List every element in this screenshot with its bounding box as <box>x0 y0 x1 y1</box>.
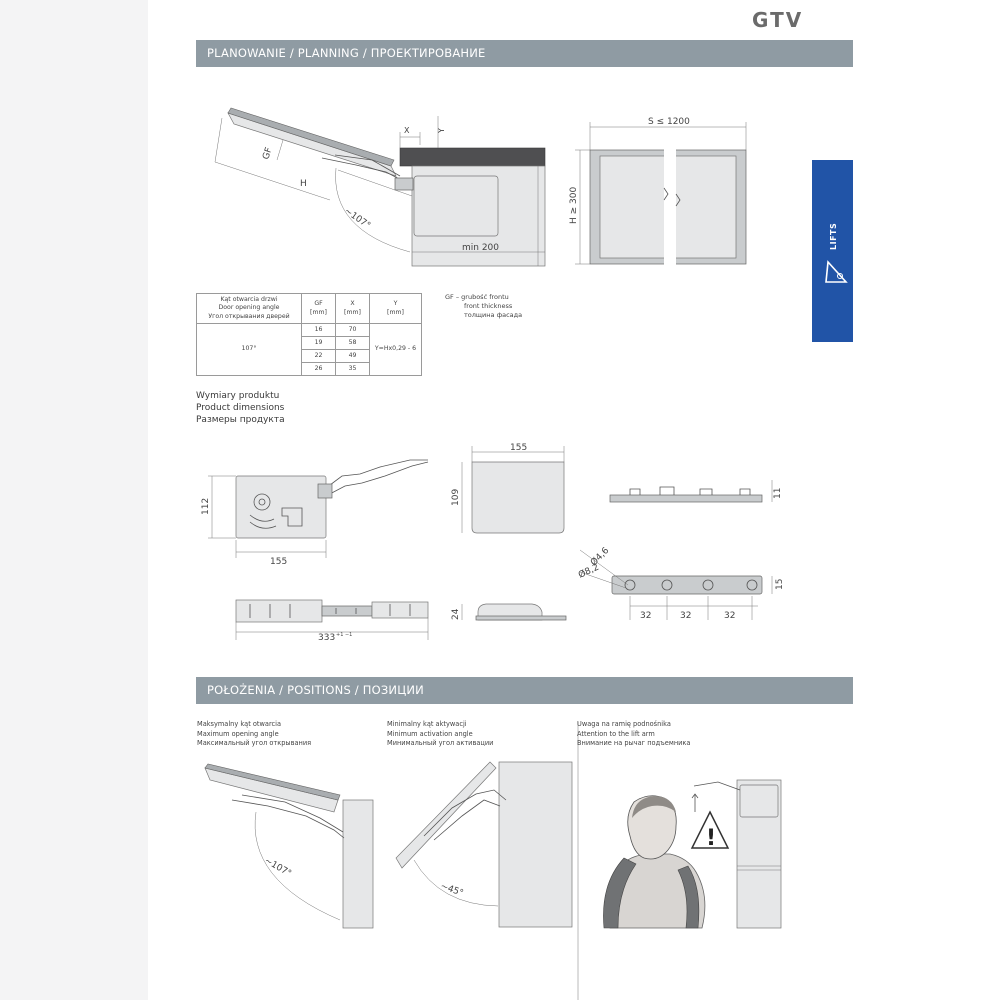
lift-angle-icon <box>826 262 846 282</box>
table-header-angle-en: Door opening angle <box>218 304 280 312</box>
table-gf-value: 16 <box>302 324 336 337</box>
table-gf-value: 19 <box>302 337 336 350</box>
table-header-x-unit: [mm] <box>344 308 361 316</box>
position-min-angle <box>396 762 572 927</box>
dim-155-cover: 155 <box>510 443 528 453</box>
dim-h-300: H ≥ 300 <box>569 186 579 224</box>
position-attention-warning <box>578 722 781 1000</box>
caption-max-angle <box>197 720 311 749</box>
position-max-angle <box>205 764 373 928</box>
caption-line: Maximum opening angle <box>197 729 279 738</box>
caption-line: Minimalny kąt aktywacji <box>387 720 467 728</box>
table-header-gf-unit: [mm] <box>310 308 327 316</box>
caption-line: Uwaga na ramię podnośnika <box>577 720 671 728</box>
product-mounting-plate <box>577 545 785 621</box>
table-angle-value: 107° <box>197 324 302 376</box>
caption-line: Внимание на рычаг подъемника <box>577 739 691 747</box>
dim-y: Y <box>437 128 446 133</box>
table-y-formula: Y=Hx0,29 - 6 <box>370 324 422 376</box>
gf-note-ru: толщина фасада <box>464 311 523 320</box>
dim-109: 109 <box>451 488 461 506</box>
warning-symbol: ! <box>706 826 717 851</box>
gf-note <box>445 293 522 320</box>
table-x-value: 35 <box>336 363 370 376</box>
dim-32-third: 32 <box>724 611 736 621</box>
table-gf-value: 22 <box>302 350 336 363</box>
caption-line: Минимальный угол активации <box>387 739 494 747</box>
table-header-y-unit: [mm] <box>387 308 404 316</box>
table-header-x: X <box>350 300 355 308</box>
table-gf-value: 26 <box>302 363 336 376</box>
caption-line: Maksymalny kąt otwarcia <box>197 720 282 728</box>
table-row <box>197 324 422 337</box>
dim-angle-107: ~107° <box>342 206 372 232</box>
caption-line: Максимальный угол открывания <box>197 739 312 747</box>
planning-front-view <box>569 117 746 266</box>
dim-32-first: 32 <box>640 611 652 621</box>
dim-min-200: min 200 <box>462 243 500 253</box>
positions-section-header: POŁOŻENIA / POSITIONS / ПОЗИЦИИ <box>196 677 853 704</box>
dim-333: 333 <box>318 633 336 643</box>
product-side-view <box>201 460 428 567</box>
dim-24: 24 <box>451 608 461 620</box>
table-x-value: 70 <box>336 324 370 337</box>
table-header-y: Y <box>393 300 398 308</box>
caption-attention <box>577 720 690 749</box>
planning-side-view <box>215 108 545 266</box>
opening-spec-table <box>196 293 422 376</box>
min-angle-label: ~45° <box>438 881 465 899</box>
dim-x: X <box>404 126 410 135</box>
caption-line: Attention to the lift arm <box>577 729 655 738</box>
dim-15: 15 <box>775 578 785 590</box>
table-header-angle-pl: Kąt otwarcia drzwi <box>220 295 278 303</box>
gf-note-en: front thickness <box>464 302 513 311</box>
planning-section-header: PLANOWANIE / PLANNING / ПРОЕКТИРОВАНИЕ <box>196 40 853 67</box>
product-dimensions-title <box>196 390 285 426</box>
product-bottom-view <box>236 600 428 643</box>
product-cover <box>451 443 564 533</box>
product-dimensions-en: Product dimensions <box>196 403 285 413</box>
table-x-value: 58 <box>336 337 370 350</box>
product-dimensions-ru: Размеры продукта <box>196 415 285 425</box>
product-cover-profile <box>451 604 566 620</box>
dim-h: H <box>300 179 307 189</box>
person-illustration <box>603 796 704 928</box>
gf-note-pl: GF – grubość frontu <box>445 293 509 301</box>
dim-d82: Ø8,2 <box>577 562 601 581</box>
gtv-logo: GTV <box>752 8 804 32</box>
dim-d46: Ø4,6 <box>589 545 612 569</box>
dim-333-tolerance: +1 −1 <box>336 632 353 638</box>
lifts-tab-label: LIFTS <box>829 222 838 250</box>
product-dimensions-pl: Wymiary produktu <box>196 391 280 401</box>
dim-11: 11 <box>773 487 783 499</box>
table-header-angle-ru: Угол открывания дверей <box>208 312 290 320</box>
product-top-profile <box>610 480 783 502</box>
dim-155-width: 155 <box>270 557 288 567</box>
caption-min-angle <box>387 720 493 749</box>
dim-112: 112 <box>201 497 211 515</box>
table-header-gf: GF <box>314 300 323 308</box>
table-x-value: 49 <box>336 350 370 363</box>
dim-s-1200: S ≤ 1200 <box>648 117 690 127</box>
dim-32-second: 32 <box>680 611 692 621</box>
dim-gf: GF <box>261 146 275 161</box>
max-angle-label: ~107° <box>262 855 293 880</box>
caption-line: Minimum activation angle <box>387 729 473 738</box>
